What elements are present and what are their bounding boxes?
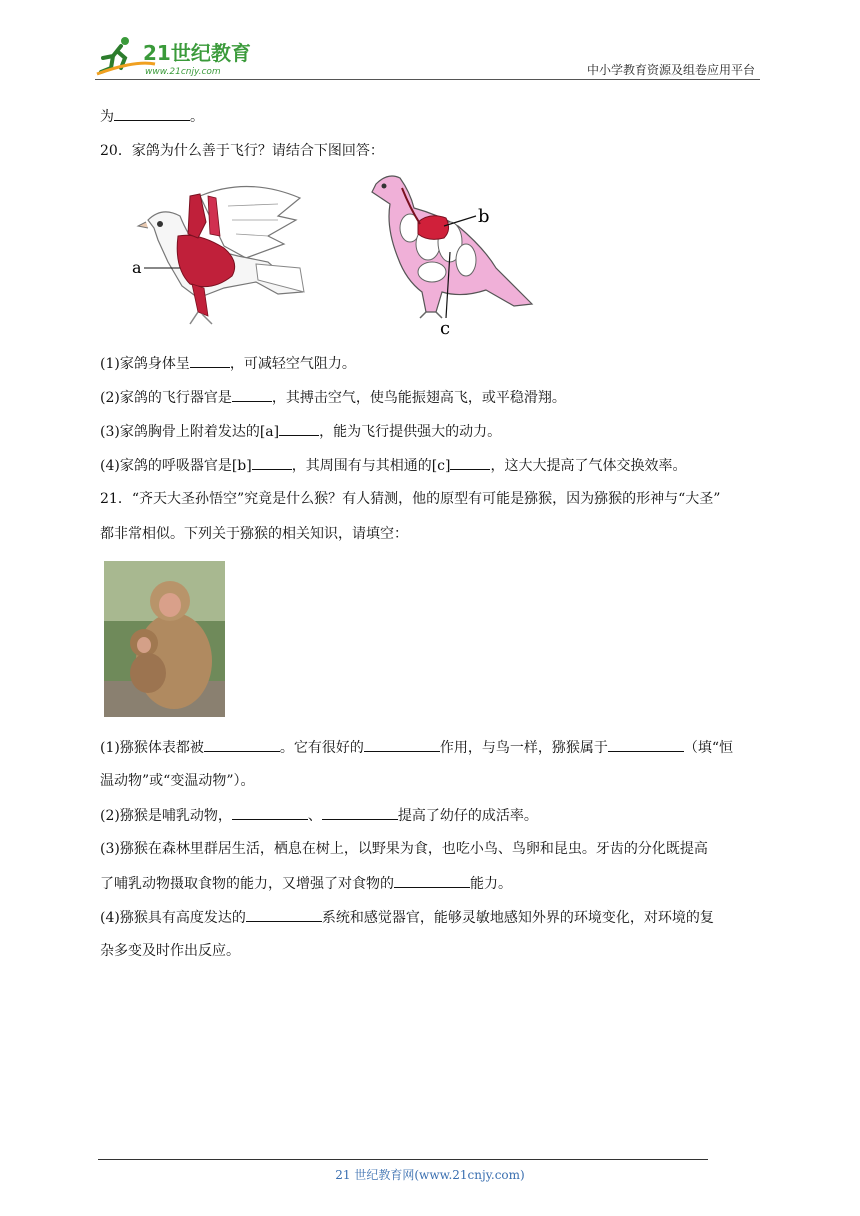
text: (2)家鸽的飞行器官是 xyxy=(100,390,232,406)
label-c: c xyxy=(440,318,451,338)
header-divider xyxy=(95,79,760,80)
text: 作用，与鸟一样，猕猴属于 xyxy=(439,740,608,756)
text: (4)家鸽的呼吸器官是[b] xyxy=(100,458,252,474)
text: 。它有很好的 xyxy=(279,740,364,756)
answer-blank[interactable] xyxy=(450,455,490,470)
answer-blank[interactable] xyxy=(204,737,280,752)
logo-url: www.21cnjy.com xyxy=(145,67,221,77)
page-header xyxy=(95,34,755,78)
text: 能力。 xyxy=(470,876,512,892)
text: 系统和感觉器官，能够灵敏地感知外界的环境变化，对环境的复 xyxy=(321,910,714,926)
text: ，其搏击空气，使鸟能振翅高飞，或平稳滑翔。 xyxy=(271,390,566,406)
text: ，可减轻空气阻力。 xyxy=(229,356,356,372)
text: (4)猕猴具有高度发达的 xyxy=(100,910,246,926)
q20-sub-4 xyxy=(100,455,686,476)
answer-blank[interactable] xyxy=(246,907,322,922)
q21-sub-3a: (3)猕猴在森林里群居生活，栖息在树上，以野果为食，也吃小鸟、鸟卵和昆虫。牙齿的分化既提高 xyxy=(100,841,708,857)
answer-blank[interactable] xyxy=(364,737,440,752)
text: 提高了幼仔的成活率。 xyxy=(397,808,538,824)
pigeon-muscle-figure xyxy=(128,176,308,326)
answer-blank[interactable] xyxy=(394,873,470,888)
text: 为 xyxy=(100,109,114,125)
q20-sub-3 xyxy=(100,421,501,442)
q21-sub-2 xyxy=(100,805,538,826)
answer-blank[interactable] xyxy=(190,353,230,368)
question-21-stem-1: 21．“齐天大圣孙悟空”究竟是什么猴？有人猜测，他的原型有可能是猕猴，因为猕猴的形神与“大圣” xyxy=(100,491,721,507)
text: (2)猕猴是哺乳动物， xyxy=(100,808,232,824)
answer-blank[interactable] xyxy=(608,737,684,752)
text: (1)猕猴体表都被 xyxy=(100,740,204,756)
answer-blank[interactable] xyxy=(114,106,190,121)
prev-answer-line xyxy=(100,106,204,127)
text: 、 xyxy=(307,808,322,824)
q21-sub-4b: 杂多变及时作出反应。 xyxy=(100,943,240,959)
q21-sub-1a xyxy=(100,737,733,758)
q21-sub-3b xyxy=(100,873,512,894)
footer-divider xyxy=(98,1159,708,1160)
label-a: a xyxy=(132,258,142,277)
question-20-stem: 20．家鸽为什么善于飞行？请结合下图回答： xyxy=(100,143,384,159)
platform-title: 中小学教育资源及组卷应用平台 xyxy=(586,63,755,77)
answer-blank[interactable] xyxy=(252,455,292,470)
text: (3)家鸽胸骨上附着发达的[a] xyxy=(100,424,280,440)
text: ，能为飞行提供强大的动力。 xyxy=(319,424,502,440)
answer-blank[interactable] xyxy=(232,387,272,402)
text: 。 xyxy=(190,109,204,125)
text: （填“恒 xyxy=(683,740,734,756)
text: (1)家鸽身体呈 xyxy=(100,356,190,372)
logo xyxy=(95,34,265,78)
text: ，其周围有与其相通的[c] xyxy=(291,458,451,474)
q20-sub-1 xyxy=(100,353,356,374)
question-21-stem-2: 都非常相似。下列关于猕猴的相关知识，请填空： xyxy=(100,526,408,542)
answer-blank[interactable] xyxy=(232,805,308,820)
text: 了哺乳动物摄取食物的能力，又增强了对食物的 xyxy=(100,876,394,892)
macaque-photo xyxy=(104,561,225,717)
pigeon-respiratory-figure xyxy=(366,168,546,338)
q21-sub-1b: 温动物”或“变温动物”）。 xyxy=(100,773,255,789)
label-b: b xyxy=(478,206,490,227)
footer-text: 21 世纪教育网(www.21cnjy.com) xyxy=(335,1168,525,1182)
text: ，这大大提高了气体交换效率。 xyxy=(490,458,687,474)
q21-sub-4a xyxy=(100,907,714,928)
logo-text: 21世纪教育 xyxy=(143,41,251,65)
q20-sub-2 xyxy=(100,387,566,408)
answer-blank[interactable] xyxy=(322,805,398,820)
answer-blank[interactable] xyxy=(279,421,319,436)
